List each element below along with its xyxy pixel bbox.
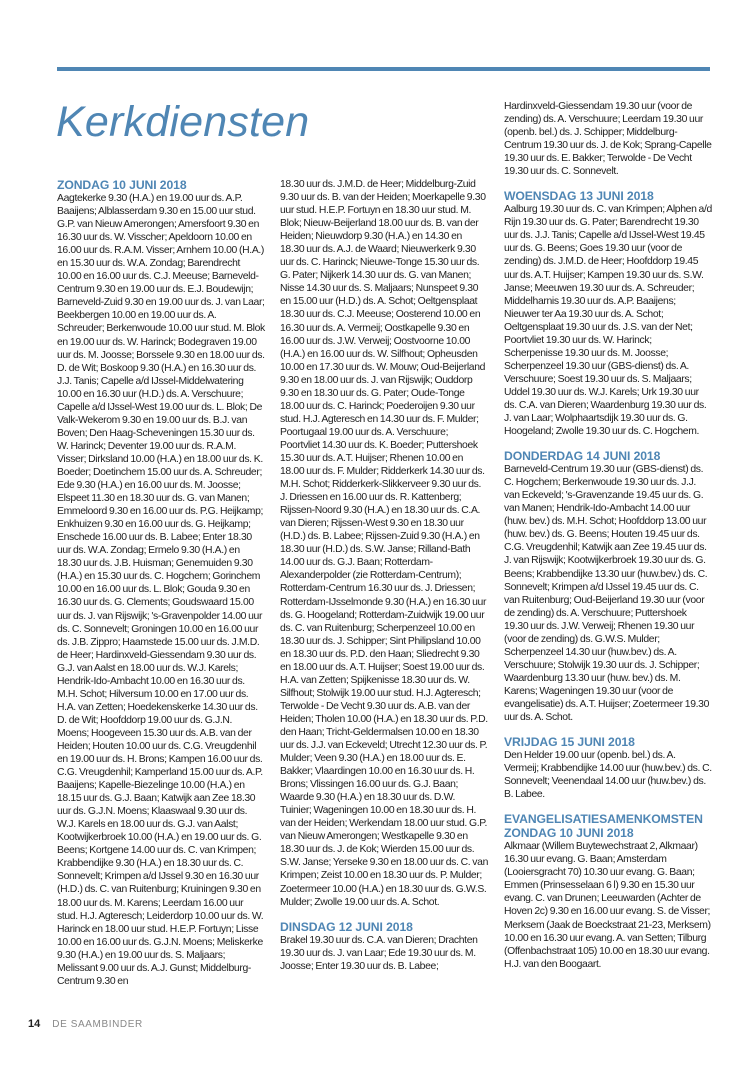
body-dinsdag-continued: Hardinxveld-Giessendam 19.30 uur (voor de zending) ds. A. Verschuure; Leerdam 19.30 uur (openb. bel.) ds. J. Schipper; Middelburg-Centrum 19.30 uur ds. J. de Kok; Sprang-Capelle 19.30 uur ds. E. Bakker; Terwolde - De Vecht 19.30 uur ds. C. Sonnevelt. [504,101,712,178]
heading-vrijdag: VRIJDAG 15 JUNI 2018 [504,735,635,750]
publication-name: DE SAAMBINDER [52,1019,143,1030]
body-zondag-part1: Aagtekerke 9.30 (H.A.) en 19.00 uur ds. A.P. Baaijens; Alblasserdam 9.30 en 15.00 uur stud. G.P. van Nieuw Amerongen; Amersfoort 9.30 en 16.30 uur ds. W. Visscher; Apeldoorn 10.00 en 16.00 uur ds. R.A.M. Visser; Arnhem 10.00 (H.A.) en 15.30 uur ds. W.A. Zondag; Barendrecht 10.00 en 16.00 uur ds. C.J. Meeuse; Barneveld-Centrum 9.30 en 19.00 uur ds. E.J. Boudewijn; Barneveld-Zuid 9.30 en 19.00 uur ds. J. van Laar; Beekbergen 10.00 en 19.00 uur ds. A. Schreuder; Berkenwoude 10.00 uur stud. M. Blok en 19.00 uur ds. W. Harinck; Bodegraven 19.00 uur ds. M. Joosse; Borssele 9.30 en 18.00 uur ds. D. de Wit; Boskoop 9.30 (H.A.) en 16.30 uur ds. J.J. Tanis; Capelle a/d IJssel-Middelwatering 10.00 en 16.30 uur (H.D.) ds. A. Verschuure; Capelle a/d IJssel-West 19.00 uur ds. L. Blok; De Valk-Wekerom 9.30 en 19.00 uur ds. B.J. van Boven; Den Haag-Scheveningen 15.30 uur ds. W. Harinck; Deventer 19.00 uur ds. R.A.M. Visser; Dirksland 10.00 (H.A.) en 18.00 uur ds. K. Boeder; Doetinchem 15.00 uur ds. A. Schreuder; Ede 9.30 (H.A.) en 16.00 uur ds. M. Joosse; Elspeet 11.30 en 18.30 uur ds. G. van Manen; Emmeloord 9.30 en 16.00 uur ds. P.G. Heijkamp; Enkhuizen 9.30 en 16.00 uur ds. G. Heijkamp; Enschede 16.00 uur ds. B. Labee; Enter 18.30 uur ds. W.A. Zondag; Ermelo 9.30 (H.A.) en 18.30 uur ds. J.B. Huisman; Genemuiden 9.30 (H.A.) en 15.30 uur ds. C. Hogchem; Gorinchem 10.00 en 16.00 uur ds. L. Blok; Gouda 9.30 en 16.30 uur ds. G. Clements; Goudswaard 15.00 uur ds. J. van Rijswijk; 's-Gravenpolder 14.00 uur ds. C. Sonnevelt; Groningen 10.00 en 16.00 uur ds. J.B. Zippro; Haamstede 15.00 uur ds. J.M.D. de Heer; Hardinxveld-Giessendam 9.30 uur ds. G.J. van Aalst en 18.00 uur ds. W.J. Karels; Hendrik-Ido-Ambacht 10.00 en 16.30 uur ds. M.H. Schot; Hilversum 10.00 en 17.00 uur ds. H.A. van Zetten; Hoedekenskerke 14.30 uur ds. D. de Wit; Hoofddorp 19.00 uur ds. G.J.N. Moens; Hoogeveen 15.30 uur ds. A.B. van der Heiden; Houten 10.00 uur ds. C.G. Vreugdenhil en 19.00 uur ds. H. Brons; Kampen 16.00 uur ds. C.G. Vreugdenhil; Kamperland 15.00 uur ds. A.P. Baaijens; Kapelle-Biezelinge 10.00 (H.A.) en 18.15 uur ds. G.J. Baan; Katwijk aan Zee 18.30 uur ds. G.J.N. Moens; Klaaswaal 9.30 uur ds. W.J. Karels en 18.00 uur ds. G.J. van Aalst; Kootwijkerbroek 10.00 (H.A.) en 19.00 uur ds. G. Beens; Kortgene 14.00 uur ds. C. van Krimpen; Krabbendijke 9.30 (H.A.) en 18.30 uur ds. C. Sonnevelt; Krimpen a/d IJssel 9.30 en 16.30 uur (H.D.) ds. C. van Ruitenburg; Kruiningen 9.30 en 18.00 uur ds. M. Karens; Leerdam 16.00 uur stud. H.J. Agteresch; Leiderdorp 10.00 uur ds. W. Harinck en 18.00 uur stud. H.E.P. Fortuyn; Lisse 10.00 en 16.00 uur ds. G.J.N. Moens; Meliskerke 9.30 (H.A.) en 19.00 uur ds. S. Maljaars; Melissant 9.00 uur ds. A.J. Gunst; Middelburg-Centrum 9.30 en [57,193,265,987]
body-donderdag: Barneveld-Centrum 19.30 uur (GBS-dienst) ds. C. Hogchem; Berkenwoude 19.30 uur ds. J.J. van Eckeveld; 's-Gravenzande 19.45 uur ds. G. van Manen; Hendrik-Ido-Ambacht 14.00 uur (huw. bev.) ds. M.H. Schot; Hoofddorp 13.00 uur (huw. bev.) ds. G. Beens; Houten 19.45 uur ds. C.G. Vreugdenhil; Katwijk aan Zee 19.45 uur ds. J. van Rijswijk; Kootwijkerbroek 19.30 uur ds. G. Beens; Krabbendijke 13.30 uur (huw.bev.) ds. C. Sonnevelt; Krimpen a/d IJssel 19.45 uur ds. C. van Ruitenburg; Oud-Beijerland 19.30 uur (voor de zending) ds. A. Verschuure; Puttershoek 19.30 uur ds. J.W. Verweij; Rhenen 19.30 uur (voor de zending) ds. G.W.S. Mulder; Scherpenzeel 14.30 uur (huw.bev.) ds. A. Verschuure; Stolwijk 19.30 uur ds. J. Schipper; Waardenburg 13.30 uur (huw. bev.) ds. M. Karens; Wageningen 19.30 uur (voor de evangelisatie) ds. A.T. Huijser; Zoetermeer 19.30 uur ds. A. Schot. [504,464,710,724]
page-footer [28,1018,143,1030]
heading-evangelisatie: EVANGELISATIESAMENKOMSTEN [504,812,703,827]
body-zondag-part2: 18.30 uur ds. J.M.D. de Heer; Middelburg-Zuid 9.30 uur ds. B. van der Heiden; Moerkapelle 9.30 uur stud. H.E.P. Fortuyn en 18.30 uur stud. M. Blok; Nieuw-Beijerland 18.00 uur ds. B. van der Heiden; Nieuwdorp 9.30 (H.A.) en 14.30 en 18.30 uur ds. A.J. de Waard; Nieuwerkerk 9.30 uur ds. C. Harinck; Nieuwe-Tonge 15.30 uur ds. G. Pater; Nijkerk 14.30 uur ds. G. van Manen; Nisse 14.30 uur ds. S. Maljaars; Nunspeet 9.30 en 15.00 uur (H.D.) ds. A. Schot; Oeltgensplaat 18.30 uur ds. C.J. Meeuse; Oosterend 10.00 en 16.30 uur ds. A. Vermeij; Oostkapelle 9.30 en 16.00 uur ds. J.W. Verweij; Oostvoorne 10.00 (H.A.) en 16.00 uur ds. W. Silfhout; Opheusden 10.00 en 17.30 uur ds. W. Mouw; Oud-Beijerland 9.30 en 18.00 uur ds. J. van Rijswijk; Ouddorp 9.30 en 18.30 uur ds. G. Pater; Oude-Tonge 18.00 uur ds. C. Harinck; Poederoijen 9.30 uur stud. H.J. Agteresch en 14.30 uur ds. F. Mulder; Poortugaal 19.00 uur ds. A. Verschuure; Poortvliet 14.30 uur ds. K. Boeder; Puttershoek 15.30 uur ds. A.T. Huijser; Rhenen 10.00 en 18.00 uur ds. F. Mulder; Ridderkerk 14.30 uur ds. M.H. Schot; Ridderkerk-Slikkerveer 9.30 uur ds. J. Driessen en 16.00 uur ds. R. Kattenberg; Rijssen-Noord 9.30 (H.A.) en 18.30 uur ds. C.A. van Dieren; Rijssen-West 9.30 en 18.30 uur (H.D.) ds. B. Labee; Rijssen-Zuid 9.30 (H.A.) en 18.30 uur (H.D.) ds. S.W. Janse; Rilland-Bath 14.00 uur ds. G.J. Baan; Rotterdam-Alexanderpolder (zie Rotterdam-Centrum); Rotterdam-Centrum 16.30 uur ds. J. Driessen; Rotterdam-IJsselmonde 9.30 (H.A.) en 16.30 uur ds. G. Hoogeland; Rotterdam-Zuidwijk 19.00 uur ds. C. van Ruitenburg; Scherpenzeel 10.00 en 18.30 uur ds. J. Schipper; Sint Philipsland 10.00 en 18.30 uur ds. P.D. den Haan; Sliedrecht 9.30 en 18.00 uur ds. A.T. Huijser; Soest 19.00 uur ds. H.A. van Zetten; Spijkenisse 18.30 uur ds. W. Silfhout; Stolwijk 19.00 uur stud. H.J. Agteresch; Terwolde - De Vecht 9.30 uur ds. A.B. van der Heiden; Tholen 10.00 (H.A.) en 18.30 uur ds. P.D. den Haan; Tricht-Geldermalsen 10.00 en 18.30 uur ds. J.J. van Eckeveld; Utrecht 12.30 uur ds. P. Mulder; Veen 9.30 (H.A.) en 18.00 uur ds. E. Bakker; Vlaardingen 10.00 en 16.30 uur ds. H. Brons; Vlissingen 16.00 uur ds. G.J. Baan; Waarde 9.30 (H.A.) en 18.30 uur ds. D.W. Tuinier; Wageningen 10.00 en 18.30 uur ds. H. van der Heiden; Werkendam 18.00 uur stud. G.P. van Nieuw Amerongen; Westkapelle 9.30 en 18.30 uur ds. J. de Kok; Wierden 15.00 uur ds. S.W. Janse; Yerseke 9.30 en 18.00 uur ds. C. van Krimpen; Zeist 10.00 en 18.30 uur ds. P. Mulder; Zoetermeer 10.00 (H.A.) en 18.30 uur ds. G.W.S. Mulder; Zwolle 19.00 uur ds. A. Schot. [280,179,489,908]
column-2 [280,178,488,973]
heading-woensdag: WOENSDAG 13 JUNI 2018 [504,189,654,204]
column-3 [504,100,712,971]
body-dinsdag: Brakel 19.30 uur ds. C.A. van Dieren; Drachten 19.30 uur ds. J. van Laar; Ede 19.30 uur ds. M. Joosse; Enter 19.30 uur ds. B. Labee; [280,934,478,972]
page-title: Kerkdiensten [56,98,310,146]
body-woensdag: Aalburg 19.30 uur ds. C. van Krimpen; Alphen a/d Rijn 19.30 uur ds. G. Pater; Barendrecht 19.30 uur ds. J.J. Tanis; Capelle a/d IJssel-West 19.45 uur ds. G. Beens; Goes 19.30 uur (voor de zending) ds. J.M.D. de Heer; Hoofddorp 19.45 uur ds. A.T. Huijser; Kampen 19.30 uur ds. S.W. Janse; Meeuwen 19.30 uur ds. A. Schreuder; Middelharnis 19.30 uur ds. A.P. Baaijens; Nieuwer ter Aa 19.30 uur ds. A. Schot; Oeltgensplaat 19.30 uur ds. J.S. van der Net; Poortvliet 19.30 uur ds. W. Harinck; Scherpenisse 19.30 uur ds. M. Joosse; Scherpenzeel 19.30 uur (GBS-dienst) ds. A. Verschuure; Soest 19.30 uur ds. S. Maljaars; Uddel 19.30 uur ds. W.J. Karels; Urk 19.30 uur ds. C.A. van Dieren; Waardenburg 19.30 uur ds. J. van Laar; Wolphaartsdijk 19.30 uur ds. G. Hoogeland; Zwolle 19.30 uur ds. C. Hogchem. [504,204,712,438]
top-rule [57,67,710,71]
heading-donderdag: DONDERDAG 14 JUNI 2018 [504,449,661,464]
heading-zondag: ZONDAG 10 JUNI 2018 [57,178,187,192]
column-1 [57,178,265,988]
heading-dinsdag: DINSDAG 12 JUNI 2018 [280,919,413,934]
page-number: 14 [28,1018,41,1030]
body-evangelisatie: Alkmaar (Willem Buytewechstraat 2, Alkmaar) 16.30 uur evang. G. Baan; Amsterdam (Looiersgracht 70) 10.30 uur evang. G. Baan; Emmen (Prinsesselaan 6 l) 9.30 en 15.30 uur evang. C. van Drunen; Leeuwarden (Achter de Hoven 2c) 9.30 en 16.00 uur evang. S. de Visser; Merksem (Jaak de Boeckstraat 21-23, Merksem) 10.00 en 16.30 uur evang. A. van Setten; Tilburg (Offenbachstraat 105) 10.00 en 18.30 uur evang. H.J. van den Boogaart. [504,841,711,970]
heading-evangelisatie-date: ZONDAG 10 JUNI 2018 [504,826,634,841]
body-vrijdag: Den Helder 19.00 uur (openb. bel.) ds. A. Vermeij; Krabbendijke 14.00 uur (huw.bev.) ds. C. Sonnevelt; Veenendaal 14.00 uur (huw.bev.) ds. B. Labee. [504,750,712,801]
